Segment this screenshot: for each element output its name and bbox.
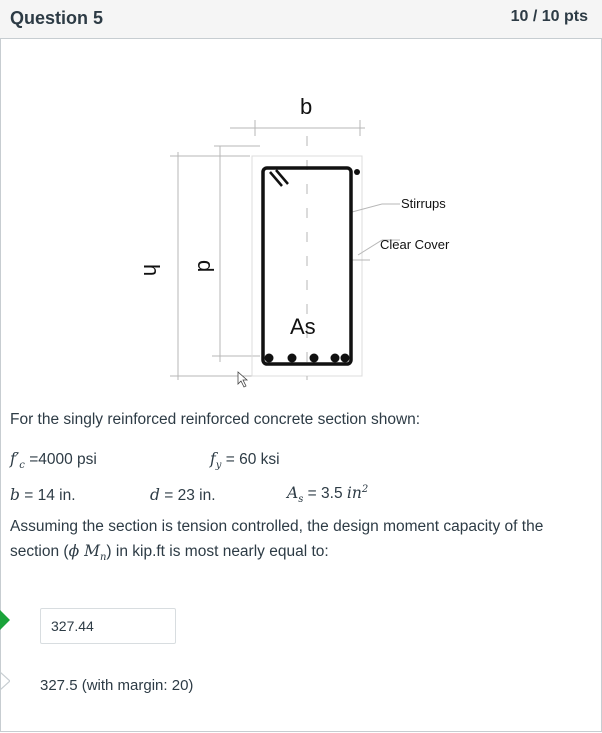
beam-section-figure xyxy=(120,80,480,400)
answer-value: 327.44 xyxy=(51,618,94,634)
question-prompt-line2: section (ϕ $M_n$) in kip.ft is most nearly equal to: xyxy=(10,542,329,564)
label-h: h xyxy=(139,264,164,277)
param-b: b = 14 in. xyxy=(10,486,76,504)
question-title: Question 5 xyxy=(10,8,104,28)
correct-answer-text: 327.5 (with margin: 20) xyxy=(40,677,194,694)
param-as: $A_s = 3.5$ $in^2$ xyxy=(287,484,369,506)
question-prompt-line1: Assuming the section is tension controlled, the design moment capacity of the xyxy=(10,518,544,535)
rebar-icon xyxy=(288,354,297,363)
question-points: 10 / 10 pts xyxy=(510,8,588,25)
label-as: As xyxy=(290,314,316,339)
answer-input[interactable] xyxy=(40,608,176,644)
param-d: d = 23 in. xyxy=(150,486,216,504)
rebar-icon xyxy=(310,354,319,363)
correct-answer-marker-icon xyxy=(0,610,10,630)
question-intro: For the singly reinforced reinforced concrete section shown: xyxy=(10,411,421,428)
question-header xyxy=(0,0,602,39)
margin-answer-marker-icon xyxy=(0,672,10,690)
param-fy: $f_y = 60$ ksi xyxy=(210,450,280,472)
rebar-icon xyxy=(265,354,274,363)
param-fc: $f'_c =4000$ psi xyxy=(10,450,97,472)
label-d: d xyxy=(193,260,218,273)
label-b: b xyxy=(300,94,313,119)
rebar-icon xyxy=(341,354,350,363)
cursor-icon xyxy=(238,372,247,387)
label-clear-cover: Clear Cover xyxy=(380,237,450,252)
rebar-icon xyxy=(331,354,340,363)
label-stirrups: Stirrups xyxy=(401,196,446,211)
